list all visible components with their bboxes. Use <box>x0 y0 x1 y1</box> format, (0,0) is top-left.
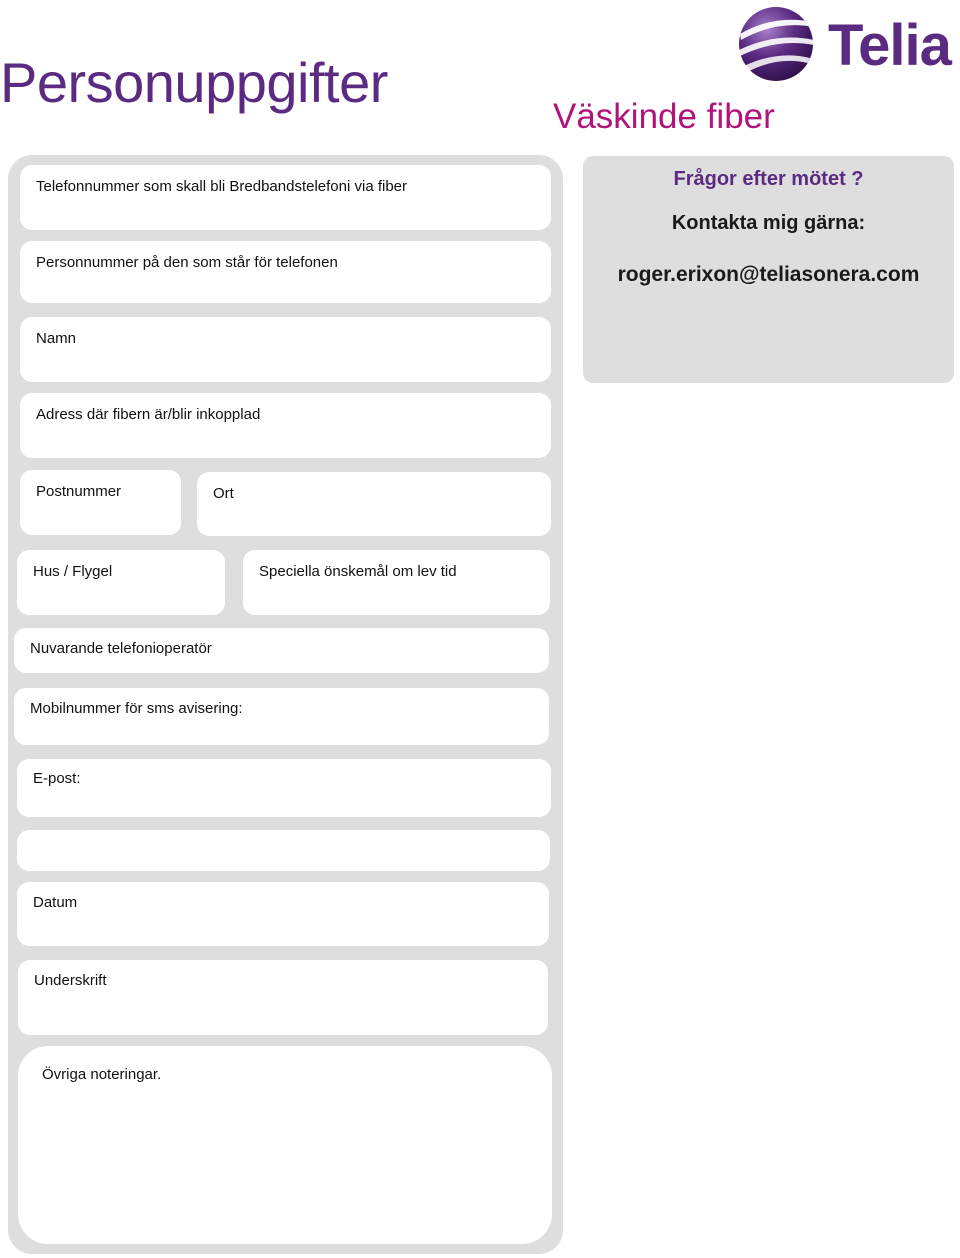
phone-number-label: Telefonnummer som skall bli Bredbandstelefoni via fiber <box>36 178 408 195</box>
current-operator-label: Nuvarande telefonioperatör <box>30 640 212 657</box>
page-subtitle: Väskinde fiber <box>553 97 775 136</box>
date-label: Datum <box>33 894 78 911</box>
name-label: Namn <box>36 330 77 347</box>
personal-id-label: Personnummer på den som står för telefonen <box>36 254 338 271</box>
signature-label: Underskrift <box>34 972 107 989</box>
personal-id-field[interactable] <box>20 241 551 303</box>
contact-question: Frågor efter mötet ? <box>673 168 864 190</box>
postal-code-label: Postnummer <box>36 483 122 500</box>
extra-field[interactable] <box>17 830 550 871</box>
telia-logo-icon <box>734 2 816 84</box>
email-field[interactable] <box>17 759 551 817</box>
telia-logo-text: Telia <box>828 13 951 78</box>
address-field[interactable] <box>20 393 551 458</box>
house-label: Hus / Flygel <box>33 563 113 580</box>
city-field[interactable] <box>197 472 551 536</box>
postal-code-field[interactable] <box>20 470 181 535</box>
phone-number-field[interactable] <box>20 165 551 230</box>
address-label: Adress där fibern är/blir inkopplad <box>36 406 261 423</box>
current-operator-field[interactable] <box>14 628 549 673</box>
contact-email-link[interactable]: roger.erixon@teliasonera.com <box>617 263 920 286</box>
special-requests-label: Speciella önskemål om lev tid <box>259 563 457 580</box>
mobile-sms-label: Mobilnummer för sms avisering: <box>30 700 243 717</box>
notes-label: Övriga noteringar. <box>42 1066 162 1083</box>
mobile-sms-field[interactable] <box>14 688 549 745</box>
name-field[interactable] <box>20 317 551 382</box>
special-requests-field[interactable] <box>243 550 550 615</box>
house-field[interactable] <box>17 550 225 615</box>
city-label: Ort <box>213 485 234 502</box>
date-field[interactable] <box>17 882 549 946</box>
email-label: E-post: <box>33 770 81 787</box>
page-title: Personuppgifter <box>0 51 388 114</box>
contact-cta: Kontakta mig gärna: <box>671 212 866 234</box>
notes-field[interactable] <box>18 1046 552 1244</box>
signature-field[interactable] <box>18 960 548 1035</box>
